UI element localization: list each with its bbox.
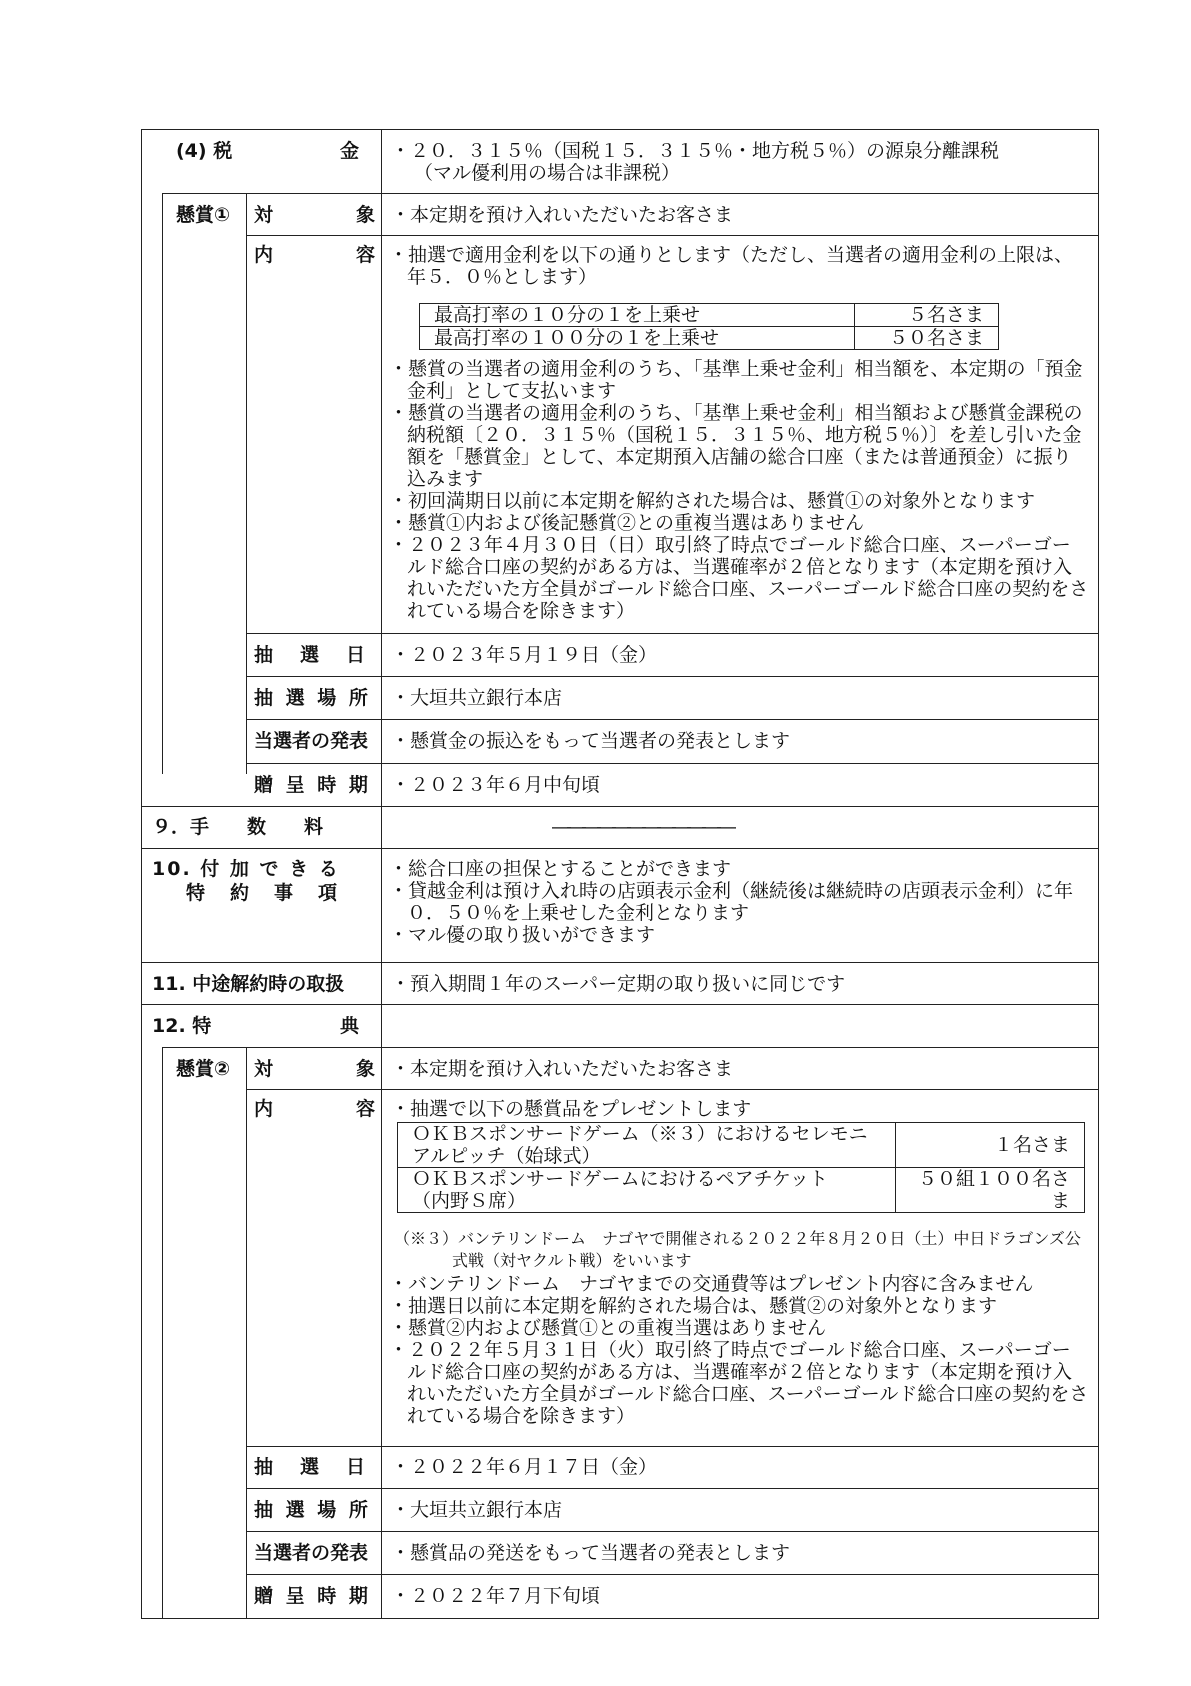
list-item: ・懸賞の当選者の適用金利のうち、「基準上乗せ金利」相当額を、本定期の「預金金利」として支払います [389, 358, 1083, 402]
row-divider [246, 633, 1098, 634]
prize2-gift-time-label: 贈 呈 時 期 [254, 1585, 371, 1607]
prize1-announce: ・懸賞金の振込をもって当選者の発表とします [391, 730, 791, 752]
prize2-note-text: （※３）バンテリンドーム ナゴヤで開催される２０２２年８月２０日（土）中日ドラゴンズ公式戦（対ヤクルト戦）をいいます [394, 1229, 1081, 1270]
prize-item-line-1: ＯＫＢスポンサードゲームにおけるペアチケット [412, 1168, 828, 1190]
prize2-announce: ・懸賞品の発送をもって当選者の発表とします [391, 1542, 791, 1564]
rate-item: 最高打率の１００分の１を上乗せ [420, 327, 855, 350]
prize2-prize-table [397, 1122, 1085, 1213]
prize1-target-label-end: 象 [356, 204, 376, 226]
tax-line-2: （マル優利用の場合は非課税） [414, 162, 681, 184]
row-divider [142, 848, 1098, 849]
prize2-target-label-end: 象 [356, 1058, 376, 1080]
prize-item-line-2: アルピッチ（始球式） [412, 1145, 601, 1167]
prize2-announce-label: 当選者の発表 [254, 1542, 369, 1564]
prize2-note [394, 1228, 1091, 1272]
prize1-target-text: ・本定期を預け入れいただいたお客さま [391, 204, 734, 226]
prize-count: １名さま [896, 1123, 1085, 1168]
row-divider [246, 1488, 1098, 1489]
value-column-divider [381, 130, 382, 1618]
list-item: ・２０２２年５月３１日（火）取引終了時点でゴールド総合口座、スーパーゴールド総合口座の契約がある方は、当選確率が２倍となります（本定期を預け入れいただいた方全員がゴールド総合口座、スーパーゴールド総合口座の契約をされている場合を除きます） [389, 1339, 1089, 1427]
prize2-content-intro: ・抽選で以下の懸賞品をプレゼントします [391, 1098, 752, 1120]
prize1-bullets [389, 358, 1089, 622]
prize2-draw-place-label: 抽 選 場 所 [254, 1499, 371, 1521]
prize2-draw-date: ・２０２２年６月１７日（金） [391, 1456, 658, 1478]
list-item: ・懸賞②内および懸賞①との重複当選はありません [389, 1317, 827, 1339]
prize-item-line-1: ＯＫＢスポンサードゲーム（※３）におけるセレモニ [412, 1123, 868, 1145]
prize1-rate-table [419, 303, 999, 350]
row-divider [162, 193, 1098, 194]
prize1-group-divider-left [162, 193, 163, 774]
prize1-announce-label: 当選者の発表 [254, 730, 369, 752]
benefit-label: 12. 特 [152, 1015, 212, 1037]
table-row [398, 1123, 1085, 1168]
prize2-draw-place: ・大垣共立銀行本店 [391, 1499, 563, 1521]
prize2-gift-time: ・２０２２年７月下旬頃 [391, 1585, 601, 1607]
row-divider [246, 763, 1098, 764]
prize2-draw-date-label: 抽 選 日 [254, 1456, 370, 1478]
prize2-bullets [389, 1273, 1089, 1427]
list-item: ・初回満期日以前に本定期を解約された場合は、懸賞①の対象外となります [389, 490, 1036, 512]
row-divider [142, 1004, 1098, 1005]
prize1-content-intro [389, 244, 1089, 288]
prize1-draw-date-label: 抽 選 日 [254, 644, 370, 666]
prize2-content-label: 内 [254, 1098, 274, 1120]
rate-item: 最高打率の１０分の１を上乗せ [420, 304, 855, 327]
prize1-draw-place-label: 抽 選 場 所 [254, 687, 371, 709]
prize1-target-label: 対 [254, 204, 274, 226]
row-divider [162, 1047, 1098, 1048]
list-item: ・懸賞①内および後記懸賞②との重複当選はありません [389, 512, 865, 534]
prize1-gift-time-label: 贈 呈 時 期 [254, 774, 371, 796]
row-divider [246, 1574, 1098, 1575]
tax-label-end: 金 [340, 140, 360, 162]
prize1-intro-text: ・抽選で適用金利を以下の通りとします（ただし、当選者の適用金利の上限は、年５．０％とします） [389, 244, 1074, 288]
row-divider [246, 235, 1098, 236]
list-item: ・懸賞の当選者の適用金利のうち、「基準上乗せ金利」相当額および懸賞金課税の納税額〔２０．３１５％（国税１５．３１５％、地方税５％）〕を差し引いた金額を「懸賞金」として、本定期預入店舗の総合口座（または普通預金）に振り込みます [389, 402, 1083, 490]
prize-item [398, 1168, 896, 1213]
prize1-gift-time: ・２０２３年６月中旬頃 [391, 774, 601, 796]
prize1-content-label: 内 [254, 244, 274, 266]
fee-label: ９．手 数 料 [152, 816, 324, 838]
list-item: ・バンテリンドーム ナゴヤまでの交通費等はプレゼント内容に含みません [389, 1273, 1034, 1295]
special-label-1: 10. 付 加 で き る [152, 858, 340, 880]
prize-item [398, 1123, 896, 1168]
prize2-group-divider-right [246, 1047, 247, 1618]
prize1-draw-date: ・２０２３年５月１９日（金） [391, 644, 658, 666]
table-row [420, 327, 999, 350]
prize1-draw-place: ・大垣共立銀行本店 [391, 687, 563, 709]
list-item: ・マル優の取り扱いができます [389, 924, 656, 946]
list-item: ・２０２３年４月３０日（日）取引終了時点でゴールド総合口座、スーパーゴールド総合口座の契約がある方は、当選確率が２倍となります（本定期を預け入れいただいた方全員がゴールド総合口座、スーパーゴールド総合口座の契約をされている場合を除きます） [389, 534, 1089, 622]
row-divider [246, 1446, 1098, 1447]
rate-count: ５０名さま [855, 327, 999, 350]
prize2-content-label-end: 容 [356, 1098, 376, 1120]
row-divider [246, 1089, 1098, 1090]
list-item: ・貸越金利は預け入れ時の店頭表示金利（継続後は継続時の店頭表示金利）に年０．５０％を上乗せした金利となります [389, 880, 1074, 924]
fee-value: ―――――――――――― [552, 816, 732, 838]
prize2-group-divider-left [162, 1047, 163, 1618]
prize-count: ５０組１００名さま [896, 1168, 1085, 1213]
prize2-group-label: 懸賞② [176, 1058, 231, 1080]
tax-line-1: ・２０．３１５％（国税１５．３１５％・地方税５％）の源泉分離課税 [391, 140, 1000, 162]
terms-table [141, 129, 1099, 1619]
prize1-group-divider-right [246, 193, 247, 774]
prize2-target-label: 対 [254, 1058, 274, 1080]
prize2-target-text: ・本定期を預け入れいただいたお客さま [391, 1058, 734, 1080]
prize-item-line-2: （内野Ｓ席） [412, 1190, 527, 1212]
prize1-content-label-end: 容 [356, 244, 376, 266]
table-row [420, 304, 999, 327]
special-bullets [389, 858, 1089, 946]
row-divider [142, 962, 1098, 963]
cancel-value: ・預入期間１年のスーパー定期の取り扱いに同じです [391, 973, 846, 995]
row-divider [246, 719, 1098, 720]
prize1-group-label: 懸賞① [176, 204, 231, 226]
benefit-label-end: 典 [340, 1015, 360, 1037]
list-item: ・抽選日以前に本定期を解約された場合は、懸賞②の対象外となります [389, 1295, 998, 1317]
special-label-2: 特 約 事 項 [186, 882, 341, 904]
rate-count: ５名さま [855, 304, 999, 327]
table-row [398, 1168, 1085, 1213]
tax-label: (4) 税 [176, 140, 233, 162]
list-item: ・総合口座の担保とすることができます [389, 858, 732, 880]
row-divider [246, 676, 1098, 677]
cancel-label: 11. 中途解約時の取扱 [152, 973, 345, 995]
row-divider [142, 806, 1098, 807]
row-divider [246, 1531, 1098, 1532]
